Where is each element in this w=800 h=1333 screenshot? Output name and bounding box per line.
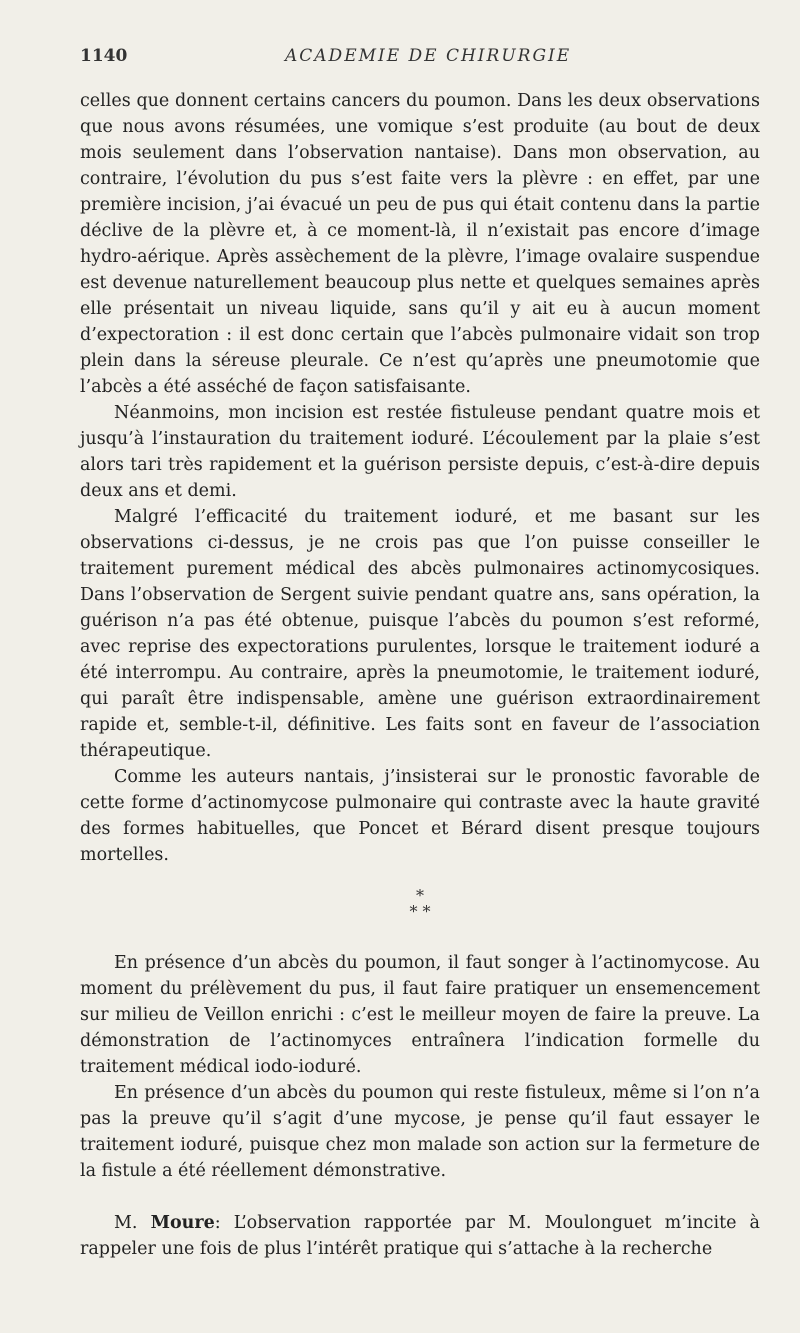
paragraph-4: Comme les auteurs nantais, j’insisterai sur le pronostic favorable de cette forme d’actinomycose pulmonaire qui contraste avec la haute gravité des formes habituelles, que Poncet et Bérard disent presque toujours mortelles. [80,767,760,865]
discussion-paragraph [80,1210,760,1262]
page-number: 1140 [80,46,128,66]
body-text [80,88,760,1262]
running-title: ACADEMIE DE CHIRURGIE [285,46,572,66]
separator-bottom-stars: * * [409,902,431,921]
paragraph-1: celles que donnent certains cancers du poumon. Dans les deux observations que nous avons résumées, une vomique s’est produite (au bout de deux mois seulement dans l’observation nantaise). Dans mon observation, au contraire, l’évolution du pus s’est faite vers la plèvre : en effet, par une première incision, j’ai évacué un peu de pus qui était contenu dans la partie déclive de la plèvre et, à ce moment-là, il n’existait pas encore d’image hydro-aérique. Après assèchement de la plèvre, l’image ovalaire suspendue est devenue naturellement beaucoup plus nette et quelques semaines après elle présentait un niveau liquide, sans qu’il y ait eu à aucun moment d’expectoration : il est donc certain que l’abcès pulmonaire vidait son trop plein dans la séreuse pleurale. Ce n’est qu’après une pneumotomie que l’abcès a été asséché de façon satisfaisante. [80,91,760,397]
speaker-prefix: M. [114,1213,138,1233]
paragraph-3: Malgré l’efficacité du traitement ioduré, et me basant sur les observations ci-dessus, je ne crois pas que l’on puisse conseiller le traitement purement médical des abcès pulmonaires actinomycosiques. Dans l’observation de Sergent suivie pendant quatre ans, sans opération, la guérison n’a pas été obtenue, puisque l’abcès du poumon s’est reformé, avec reprise des expectorations purulentes, lorsque le traitement ioduré a été interrompu. Au contraire, après la pneumotomie, le traitement ioduré, qui paraît être indispensable, amène une guérison extraordinairement rapide et, semble-t-il, définitive. Les faits sont en faveur de l’association thérapeutique. [80,507,760,761]
discussion-text: : L’observation rapportée par M. Moulonguet m’incite à rappeler une fois de plus l’intérêt pratique qui s’attache à la recherche [80,1213,760,1259]
paragraph-6: En présence d’un abcès du poumon qui reste fistuleux, même si l’on n’a pas la preuve qu’il s’agit d’une mycose, je pense qu’il faut essayer le traitement ioduré, puisque chez mon malade son action sur la fermeture de la fistule a été réellement démonstrative. [80,1083,760,1181]
section-separator [80,888,760,920]
page-header [80,46,760,72]
separator-top-star: * [416,886,424,905]
paragraph-gap [80,1184,760,1210]
speaker-name: Moure [150,1213,215,1233]
paragraph-2: Néanmoins, mon incision est restée fistuleuse pendant quatre mois et jusqu’à l’instauration du traitement ioduré. L’écoulement par la plaie s’est alors tari très rapidement et la guérison persiste depuis, c’est-à-dire depuis deux ans et demi. [80,403,760,501]
paragraph-5: En présence d’un abcès du poumon, il faut songer à l’actinomycose. Au moment du prélèvement du pus, il faut faire pratiquer un ensemencement sur milieu de Veillon enrichi : c’est le meilleur moyen de faire la preuve. La démonstration de l’actinomyces entraînera l’indication formelle du traitement médical iodo-ioduré. [80,953,760,1077]
